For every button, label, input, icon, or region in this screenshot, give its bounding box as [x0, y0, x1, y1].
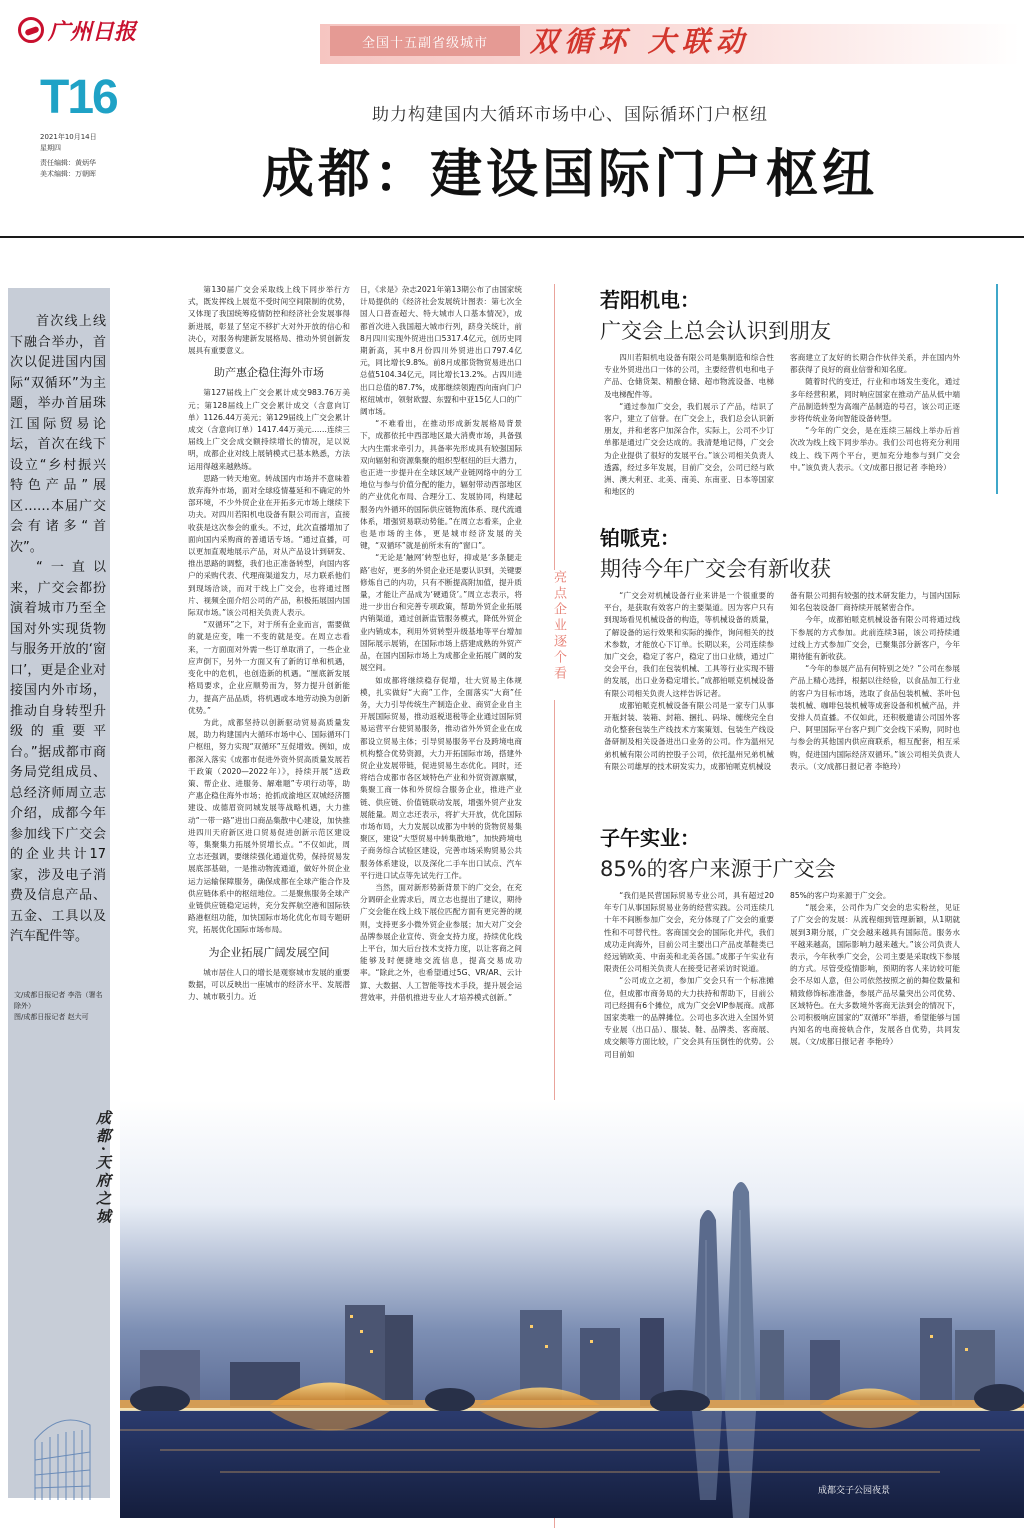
company-text-left: [604, 890, 774, 1061]
company-heading: [600, 284, 980, 345]
company-text-left: [604, 352, 774, 498]
paragraph: 客商建立了友好的长期合作伙伴关系，并在国内外都获得了良好的商业信誉和知名度。: [790, 353, 960, 375]
art-editor-text: 美术编辑：万朝晖: [40, 170, 96, 178]
company-name: 铂哌克：: [600, 526, 680, 550]
company-tagline: 期待今年广交会有新收获: [600, 557, 831, 581]
section-slogan: 双循环 大联动: [530, 25, 750, 58]
paragraph: “双循环”之下，对于所有企业而言，需要做的就是应变，唯一不变的就是变。在周立志看来，一方面面对外需一些订单取消了，一些企业应声倒下，另外一方面又有了新的订单和机遇，变化中的危机，也创造新的机遇。“厘底新发展格局要求，企业应顺势而为，努力提升创新能力，提高产品品质，将机遇或本地劳动换为创新优势。”: [188, 620, 350, 715]
logo-icon: [18, 17, 44, 43]
page-date: [40, 132, 150, 154]
date-text: 2021年10月14日: [40, 133, 97, 141]
company-name: 子午实业：: [600, 826, 700, 850]
paragraph: “今年的广交会，是在连续三届线上举办后首次改为线上线下同步举办。我们公司也将充分利用线上、线下两个平台，更加充分地参与到广交会中。”该负责人表示。（文/成都日报记者 李艳玲）: [790, 426, 960, 472]
photo-caption: 成都交子公园夜景: [817, 1486, 890, 1496]
company-heading: [600, 822, 980, 883]
paragraph: “无论是‘触网’转型也好，抑或是‘多条腿走路’也好，更多的外贸企业还是要认识到，关键要修炼自己的内功，只有不断提高附加值，提升质量，才能让产品成为‘硬通货’。”周立志表示，将进一步出台和完善专项政策，帮助外贸企业拓展内销渠道，通过创新监管服务模式，降低外贸企业内销成本，利用外贸转型升级基地等平台增加国际展示展销，在国际市场上搭建成熟的外贸产品，在国内国际市场上为成都企业拓展广阔的发展空间。: [360, 553, 522, 673]
company-text-right: [790, 590, 960, 773]
paragraph: “通过参加广交会，我们展示了产品，结识了客户，建立了信誉。在广交会上，我们总会认识新朋友，并和老客户加深合作，实际上，公司不少订单都是通过广交会达成的。我清楚地记得，广交会为企业提供了很好的发展平台。”该公司相关负责人透露，经过多年发展，目前广交会，公司已经与欧洲、澳大利亚、北美、南美、东南亚、日本等国家和地区的: [604, 401, 774, 497]
paragraph: “不难看出，在推动形成新发展格局背景下，成都依托中西部地区最大消费市场，具备强大内生需求牵引力，具备率先形成具有较强国际双向辐射和资源集聚的组织型枢纽的巨大潜力，也正进一步提升在全球区域产业链网络中的分工地位与参与价值分配的能力，辐射带动西部地区的产业优化布局、合理分工、发展协同，构建起服务内外循环的国际供应链物流体系、现代流通体系，增强贸易联动势能。”在周立志看来，企业也是市场的主体，更是城市经济发展的关键，“双循环”就是前所未有的“窗口”。: [360, 419, 522, 551]
city-motto: 成都·天府之城: [94, 1110, 112, 1227]
intro-paragraph: 首次线上线下融合举办，首次以促进国内国际“双循环”为主题，举办首届珠江国际贸易论坛，首次在线下设立“乡村振兴特色产品”展区……本届广交会有诸多“首次”。: [10, 314, 106, 555]
intro-text: [10, 312, 106, 948]
company-tagline: 广交会上总会认识到朋友: [600, 319, 831, 343]
paragraph: 第127届线上广交会累计成交983.76万美元；第128届线上广交会累计成交（含意向订单）1126.44万美元；第129届线上广交会累计成交（含意向订单）1417.44万美元……连续三届线上广交会成交额持续增长的情况，足以说明，成都企业对线上展销模式已基本熟悉，方法运用得越来越熟练。: [188, 388, 350, 471]
paragraph: “公司成立之初，参加广交会只有一个标准摊位，但成都市商务局的大力扶持和帮助下，目前公司已经拥有6个摊位，成为广交会VIP参展商。成都国家类唯一的品牌摊位。公司也多次进入全国外贸专业展（出口品）、服装、鞋、品牌类、客商展、成交额等方面比较，广交会具有压倒性的优势。公司目前如: [604, 976, 774, 1059]
paragraph: “展会来，公司作为广交会的忠实粉丝，见证了广交会的发展：从流程细到管理新颖，从1期就展到3期分展，广交会越来越具有国际范。服务水平越来越高，国际影响力越来越大。”该公司负责人表示，今年秋季广交会，公司主要是采取线下参展的方式。尽管受疫情影响，预期的客人来访较可能会不尽如人意，但公司依然按照之前的舞位数量和精致修饰标准准备，参展产品尽量突出公司优势、区域特色。在大多数境外客商无法到会的情况下，公司积极响应国家的“双循环”举措，希望能够与国内知名的电商接轨合作，发展各自优势，共同发展。（文/成都日报记者 李艳玲）: [790, 903, 960, 1047]
article-column-1: [188, 284, 350, 1003]
company-name: 若阳机电：: [600, 288, 700, 312]
newspaper-logo: [18, 12, 168, 48]
header-divider: [0, 236, 1024, 238]
byline-photo: 图/成都日报记者 赵大可: [14, 1013, 89, 1021]
section-band: 全国十五副省级城市: [330, 26, 520, 56]
page-number: T16: [40, 71, 117, 124]
paragraph: 思路一转天地宽。转战国内市场并不意味着放弃海外市场，面对全球疫情蔓延和不确定的外部环境，不少外贸企业在开拓多元市场上继续下功夫。对四川若阳机电设备有限公司而言，直接收获是这次参会的重头。不过，此次直播增加了面向国内采购商的普通话专场。“通过直播，可以更加直观地展示产品，对从产品设计到研发、推出思路的调整，我们也正准备转型，向国内客户的采购代表、代理商渠道发力，尽力联系他们到现场洽谈，而对于线上广交会，也将通过图片、视频全面介绍公司的产品，积极拓展国内国际双市场。”该公司相关负责人表示。: [188, 473, 350, 618]
paragraph: 85%的客户均来源于广交会。: [790, 891, 891, 900]
section-heading: 助产惠企稳住海外市场: [214, 366, 324, 380]
company-text-left: [604, 590, 774, 773]
weekday-text: 星期四: [40, 144, 61, 152]
paragraph: 日，《求是》杂志2021年第13期公布了由国家统计局提供的《经济社会发展统计图表：第七次全国人口普查超大、特大城市人口基本情况》，成都首次进入我国超大城市行列，跻身关统计，前8月四川实现外贸进出口5317.4亿元，创历史同期新高，其中8月份四川外贸进出口797.4亿元，同比增长9.8%。前8月成都货物贸易进出口总值5104.34亿元，同比增长13.2%。占四川进出口总值的87.7%，成都继续领跑西向南向门户枢纽城市，领射欧盟、东盟和中亚15亿人口的广阔市场。: [360, 285, 522, 417]
company-text-right: [790, 890, 960, 1049]
sidebar-label: 亮点企业逐个看: [540, 570, 568, 700]
section-heading: 为企业拓展广阔发展空间: [208, 945, 330, 959]
paragraph: 第130届广交会采取线上线下同步举行方式，既发挥线上展览不受时间空间限制的优势，又体现了我国统筹疫情防控和经济社会发展事得新进展，彰显了坚定不移扩大对外开放的信心和决心，对服务构建新发展格局、推动外贸创新发展具有重要意义。: [188, 285, 350, 356]
skyline-photo: [120, 1100, 1024, 1518]
paragraph: 如成都将继续稳存促增，壮大贸易主体规模，扎实做好“大商”工作，全面落实“大商”任务，大力引导传统生产制造企业、商贸企业自主开展国际贸易，推动返税退税等企业通过国际贸易运营平台使贸易服务，推动省外外贸企业在成都设立贸易主体；引导贸易服务平台及跨境电商机构整合优势资源，大力开拓国际市场，搭建外贸企业发展带链，促进贸易生态优化。同时，还将结合成都市各区域特色产业和外贸资源禀赋，集聚工商一体和外贸综合服务企业，推进产业链、供应链、价值链联动发展，增强外贸产业发展能量。周立志还表示，将扩大开放，优化国际市场布局，大力发展以成都为中转的货物贸易集聚区，建设“大型贸易中转集散地”，加快跨境电子商务综合试验区建设，完善市场采购贸易公共服务体系建设，以及深化二手车出口试点、汽车平行进口试点等先试先行工作。: [360, 675, 522, 880]
newspaper-name: 广州日报: [48, 18, 137, 45]
paragraph: 成都铂哌克机械设备有限公司是一家专门从事开瓶封装、装箱、封箱、捆扎、码垛、缠绕完全自动化整套包装生产线技术方案策划、包装生产线设备研制及相关设备进出口业务的公司。作为温州兄弟机械有限公司的控股子公司，依托温州兄弟机械有限公司雄厚的技术研发实力，成都铂哌克机械设: [604, 700, 774, 771]
paragraph: 当然，面对新形势新背景下的广交会，在充分调研企业需求后，周立志也提出了建议，期待广交会能在线上线下展位匹配方面有更完善的规则，支持更多小微外贸企业参展；加大对广交会品牌参展企业宣传、资金支持力度，持续优化线上平台，加大后台技术支持力度，以让客商之间能够及时便捷地交流信息，提高交易成功率。“除此之外，也希望通过5G、VR/AR、云计算、大数据、人工智能等技术手段，提升展会运营效率，并借机推进专业人才培养模式创新。”: [360, 882, 522, 1002]
byline: [14, 990, 106, 1023]
intro-paragraph: “一直以来，广交会都扮演着城市乃至全国对外实现货物与服务开放的‘窗口’，更是企业对接国内外市场，推动自身转型升级的重要平台。”据成都市商务局党组成员、总经济师周立志介绍，成都今年参加线下广交会的企业共计17家，涉及电子消费及信息产品、五金、工具以及汽车配件等。: [10, 560, 106, 944]
paragraph: 四川若阳机电设备有限公司是集制造和综合性专业外贸进出口一体的公司，主要经营机电和电子产品、仓储货架、精酿仓储、超市物流设备、电梯及电梯配件等。: [604, 353, 774, 399]
company-tagline: 85%的客户来源于广交会: [600, 857, 836, 881]
paragraph: 今年，成都铂哌克机械设备有限公司将通过线下参展的方式参加。此前连续3届，该公司持续通过线上方式参加广交会，已聚集部分新客户，今年期待能有新收获。: [790, 615, 960, 662]
company-text-right: [790, 352, 960, 474]
company-heading: [600, 522, 980, 583]
building-sketch-icon: [30, 1380, 120, 1500]
editor-text: 责任编辑：黄炳华: [40, 159, 96, 167]
paragraph: 随着时代的变迁，行业和市场发生变化，通过多年经营积累，同时响应国家在推动产品从低中端产品制造转型为高端产品制造的号召，该公司正逐步将传统业务向智能设备转型。: [790, 377, 960, 424]
right-accent-rule: [996, 284, 998, 494]
article-title: 成都：建设国际门户枢纽: [261, 145, 878, 205]
paragraph: 备有限公司拥有较强的技术研发能力，与国内国际知名包装设备厂商持续开展紧密合作。: [790, 591, 960, 613]
paragraph: 为此，成都坚持以创新驱动贸易高质量发展，助力构建国内大循环市场中心、国际循环门户枢纽，努力实现“双循环”互促增效。例如，成都深入落实《成都市促进外资外贸高质量发展若干政策（2020—2022年）》，持续开展“送政策、帮企业、进服务、解难题”专项行动等，助产惠企稳住海外市场；抢抓成渝地区双城经济圈建设、成德眉资同城发展等战略机遇，大力推动“一带一路”进出口商品集散中心建设，加快推进四川天府新区进口贸易促进创新示范区建设等，集聚集力拓展外贸增长点。“不仅如此，周立志还强调，要继续强化通道优势，保持贸易发展底部基础，一是推动物流通道，做好外贸企业运力运输保障服务，确保成都在全球产能合作及供应链体系中的枢纽地位。二是聚焦服务全球产业链供应链稳定运转，充分发挥航空港和国际铁路港枢纽功能，加快国际市场化优化布局专题研究，拓展优化国际市场布局。: [188, 717, 350, 935]
byline-text: 文/成都日报记者 李浩（署名除外）: [14, 991, 103, 1010]
article-subtitle: 助力构建国内大循环市场中心、国际循环门户枢纽: [372, 105, 768, 125]
paragraph: “我们是民营国际贸易专业公司，具有超过20年专门从事国际贸易业务的经营实践。公司连续几十年不间断参加广交会，充分体现了广交会的重要性和不可替代性。客商国交会的国际化并代，我们成功走向海外，目前公司主要出口产品皮革鞋类已经远销欧美、中南美和北美各国。”成都子午实业有限责任公司相关负责人在接受记者采访时说道。: [604, 891, 774, 974]
paragraph: “今年的参展产品有何特别之处？”公司在参展产品上精心选择，根据以往经验，以食品加工行业的客户为目标市场，选取了食品包装机械、茶叶包装机械、咖啡包装机械等成套设备和机械产品，并安排人员直播。不仅如此，还积极邀请公司国外客户、阿里国际平台客户到广交会线下采购，同时也与参会的其他国内供应商联系，相互配套，相互采购，促进国内国际经济双循环。”该公司相关负责人表示。（文/成都日报记者 李艳玲）: [790, 664, 960, 771]
editor-credits: [40, 158, 150, 180]
paragraph: 城市居住人口的增长是观察城市发展的重要数据，可以反映出一座城市的经济水平、发展潜力、城市吸引力。近: [188, 967, 350, 1002]
article-column-2: [360, 284, 522, 1004]
paragraph: “广交会对机械设备行业来讲是一个很重要的平台，是获取有效客户的主要渠道。因为客户只有到现场看见机械设备的构造，等机械设备的质量，了解设备的运行效果和实际的操作，询问相关的技术参数，才能放心下订单。长期以来，公司连续参加广交会，稳定了客户，稳定了出口业绩，通过广交会平台，我们在包装机械、工具等行业实现不错的发展，出口业务稳定增长。”成都铂哌克机械设备有限公司相关负责人这样告诉记者。: [604, 591, 774, 698]
